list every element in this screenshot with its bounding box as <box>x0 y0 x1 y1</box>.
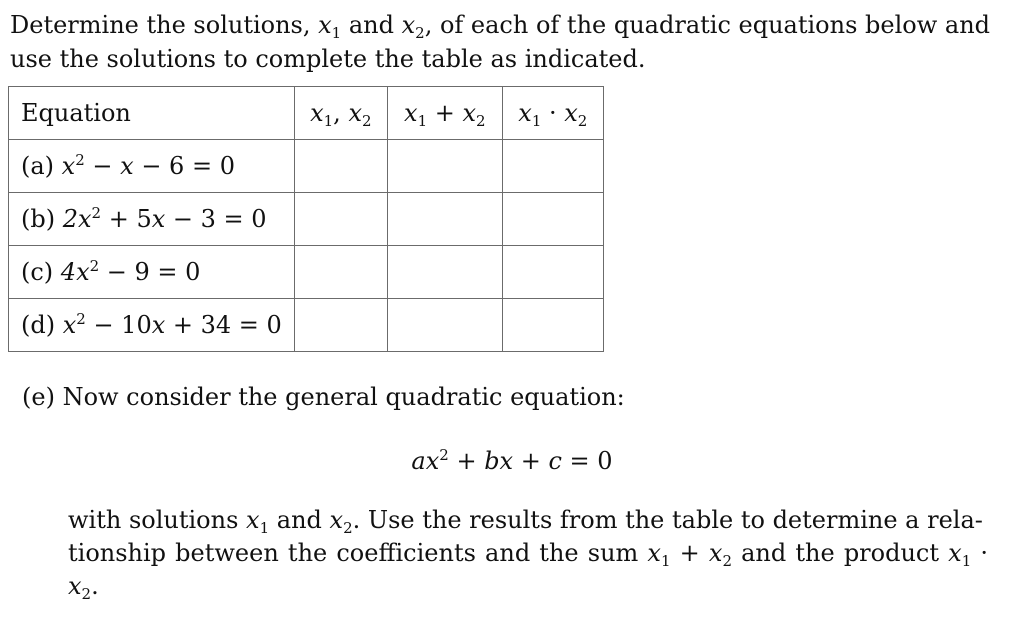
part-e-text: Now consider the general quadratic equation: <box>62 383 625 411</box>
problem-intro <box>10 8 1010 76</box>
cell-solutions-a[interactable] <box>294 140 387 193</box>
var-x1: $x_1$ <box>318 11 342 42</box>
part-e-line-2: tionship between the coefficients and the sum $x_1 + x_2$ and the product $x_1 \cdot x_2$. <box>68 539 988 603</box>
part-e-label: (e) <box>22 383 63 411</box>
part-e-heading <box>22 380 625 414</box>
equation-a: (a) $x^2 - x - 6 = 0$ <box>9 140 295 193</box>
solutions-table <box>8 86 604 352</box>
intro-line-1 <box>10 8 1010 42</box>
table-row-d <box>9 299 604 352</box>
cell-sum-c[interactable] <box>387 246 502 299</box>
equation-d: (d) $x^2 - 10x + 34 = 0$ <box>9 299 295 352</box>
cell-sum-b[interactable] <box>387 193 502 246</box>
general-quadratic-equation: $ax^2$ + bx + c = 0 <box>411 446 613 475</box>
cell-sum-d[interactable] <box>387 299 502 352</box>
intro-text-rest: , of each of the quadratic equations below and <box>424 11 991 39</box>
header-sum: $x_1 + x_2$ <box>387 87 502 140</box>
intro-and: and <box>341 11 402 39</box>
cell-solutions-c[interactable] <box>294 246 387 299</box>
cell-solutions-d[interactable] <box>294 299 387 352</box>
table-row-b <box>9 193 604 246</box>
header-solutions: $x_1$, $x_2$ <box>294 87 387 140</box>
cell-solutions-b[interactable] <box>294 193 387 246</box>
header-product: $x_1 \cdot x_2$ <box>502 87 603 140</box>
cell-product-b[interactable] <box>502 193 603 246</box>
cell-product-d[interactable] <box>502 299 603 352</box>
var-x2: $x_2$ <box>401 11 425 42</box>
part-e-instructions <box>68 504 988 603</box>
table-row-a <box>9 140 604 193</box>
equation-c: (c) $4x^2 - 9 = 0$ <box>9 246 295 299</box>
cell-product-c[interactable] <box>502 246 603 299</box>
intro-line-2: use the solutions to complete the table as indicated. <box>10 45 646 73</box>
table-header-row <box>9 87 604 140</box>
equation-b: (b) $2x^2 + 5x - 3 = 0$ <box>9 193 295 246</box>
cell-product-a[interactable] <box>502 140 603 193</box>
intro-text: Determine the solutions, <box>10 11 319 39</box>
cell-sum-a[interactable] <box>387 140 502 193</box>
header-equation: Equation <box>9 87 295 140</box>
part-e-line-1: with solutions $x_1$ and $x_2$. Use the results from the table to determine a rela- <box>68 506 983 537</box>
table-row-c <box>9 246 604 299</box>
